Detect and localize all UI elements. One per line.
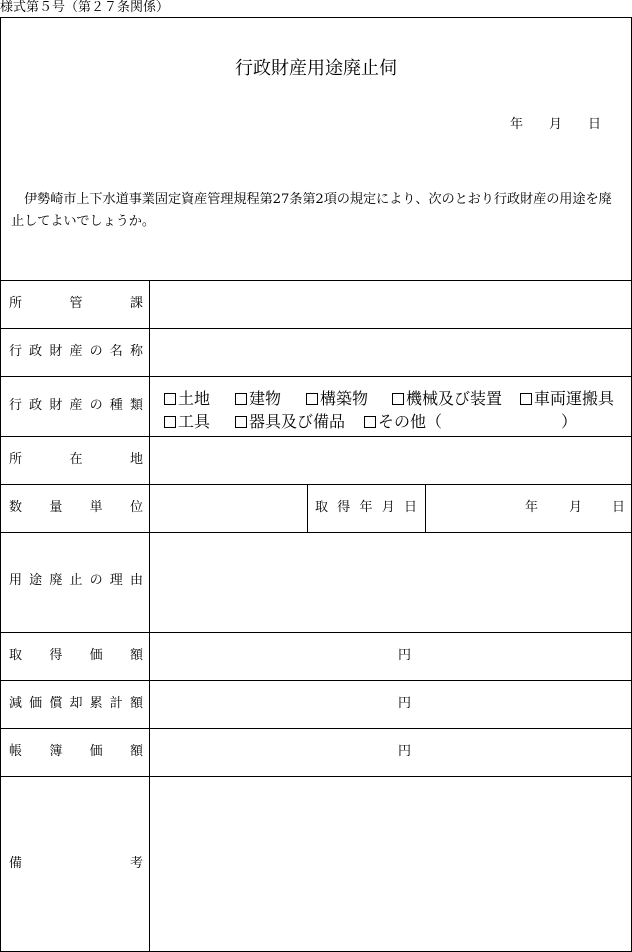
quantity-column-rule — [307, 484, 308, 532]
depreciation-total-yen: 円 — [398, 696, 412, 711]
row-rule — [1, 728, 631, 729]
label-location: 所 在 地 — [9, 452, 143, 467]
label-reason: 用 途 廃 止 の 理 由 — [9, 573, 143, 588]
asset-type-structure-checkbox[interactable]: 構築物 — [306, 386, 368, 409]
checkbox-square — [235, 416, 247, 428]
label-acquisition-date: 取 得 年 月 日 — [315, 500, 417, 515]
asset-type-tools-checkbox[interactable]: 工具 — [164, 409, 210, 432]
form-title: 行政財産用途廃止伺 — [235, 58, 397, 79]
asset-type-machinery-checkbox[interactable]: 機械及び装置 — [392, 386, 502, 409]
asset-type-fixtures-checkbox[interactable]: 器具及び備品 — [235, 409, 345, 432]
acquisition-cost-yen: 円 — [398, 648, 412, 663]
checkbox-square — [392, 393, 404, 405]
form-frame — [0, 17, 632, 952]
label-section: 所 管 課 — [9, 296, 143, 311]
label-asset-name: 行 政 財 産 の 名 称 — [9, 344, 143, 359]
checkbox-square — [364, 416, 376, 428]
form-number-label: 様式第５号（第２７条関係） — [0, 0, 170, 15]
row-rule — [1, 328, 631, 329]
asset-type-land-checkbox[interactable]: 土地 — [164, 386, 210, 409]
request-body-text: 伊勢崎市上下水道事業固定資産管理規程第27条第2項の規定により、次のとおり行政財産の用途を廃止してよいでしょうか。 — [11, 192, 612, 229]
checkbox-square — [164, 393, 176, 405]
asset-type-vehicle-checkbox[interactable]: 車両運搬具 — [520, 386, 614, 409]
acquisition-date-year: 年 — [525, 500, 539, 515]
label-quantity-unit: 数 量 単 位 — [9, 500, 143, 515]
acquisition-date-column-rule — [425, 484, 426, 532]
label-book-value: 帳 簿 価 額 — [9, 744, 143, 759]
date-day-label: 日 — [587, 117, 601, 132]
checkbox-square — [235, 393, 247, 405]
submission-date — [510, 117, 601, 133]
book-value-yen: 円 — [398, 744, 412, 759]
checkbox-square — [164, 416, 176, 428]
row-rule — [1, 680, 631, 681]
asset-type-other-close-paren: ） — [561, 412, 578, 431]
label-remarks: 備 考 — [9, 856, 143, 871]
row-rule — [1, 376, 631, 377]
row-rule — [1, 436, 631, 437]
date-year-label: 年 — [509, 117, 523, 132]
table-top-rule — [1, 280, 631, 281]
acquisition-date-month: 月 — [569, 500, 583, 515]
row-rule — [1, 484, 631, 485]
label-column-rule — [149, 280, 150, 951]
acquisition-date-day: 日 — [612, 500, 626, 515]
row-rule — [1, 532, 631, 533]
label-acquisition-cost: 取 得 価 額 — [9, 648, 143, 663]
asset-type-building-checkbox[interactable]: 建物 — [235, 386, 281, 409]
asset-type-other-checkbox[interactable]: その他（ — [364, 409, 442, 432]
date-month-label: 月 — [548, 117, 562, 132]
label-asset-type: 行 政 財 産 の 種 類 — [9, 398, 143, 413]
checkbox-square — [520, 393, 532, 405]
row-rule — [1, 776, 631, 777]
checkbox-square — [306, 393, 318, 405]
row-rule — [1, 632, 631, 633]
label-depreciation-total: 減 価 償 却 累 計 額 — [9, 696, 143, 711]
